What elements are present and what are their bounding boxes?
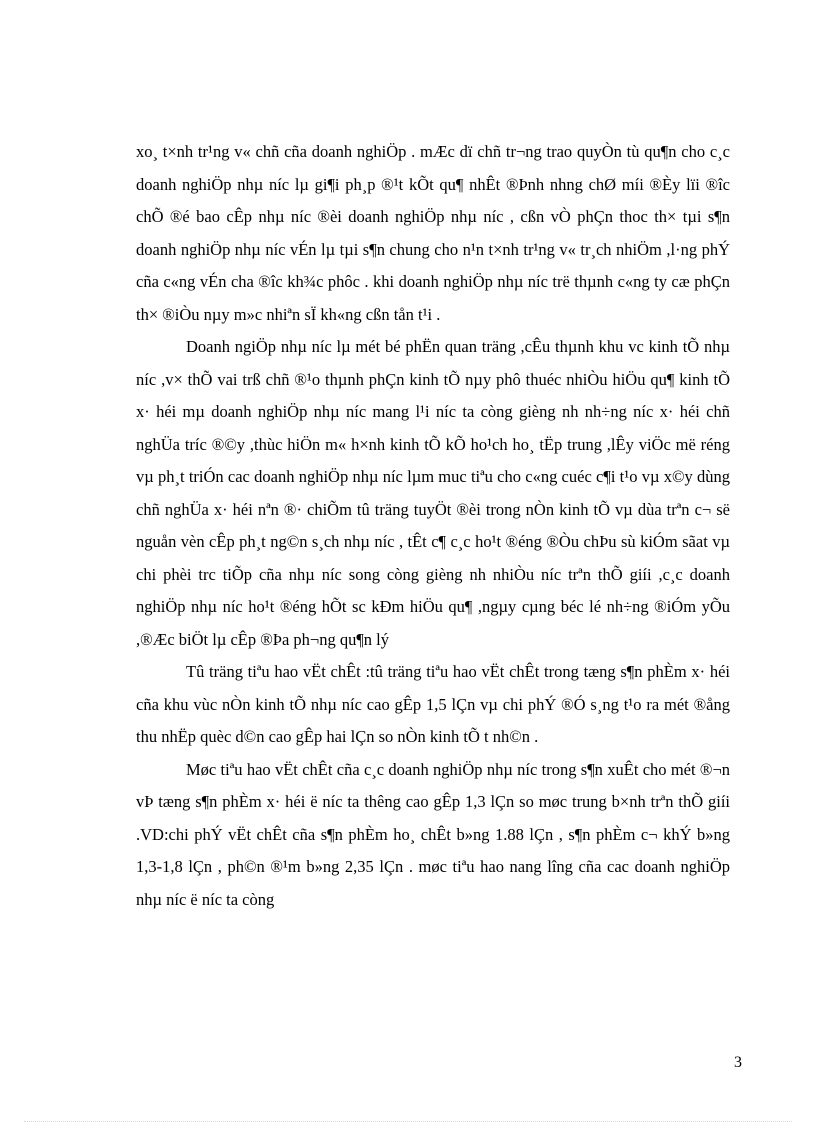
page-number: 3 — [734, 1054, 742, 1071]
paragraph-1: xo¸ t×nh tr¹ng v« chñ cña doanh nghiÖp . mÆc dï chñ tr¬ng trao quyÒn tù qu¶n cho c¸c doanh nghiÖp nhµ níc lµ gi¶i ph¸p ®¹t kÕt qu¶ nhÊt ®Þnh nhng chØ míi ®Èy lïi ®îc chÕ ®é bao cÊp nhµ níc ®èi doanh nghiÖp nhµ níc , cßn vÒ phÇn thoc th× tµi s¶n doanh nghiÖp nhµ níc vÉn lµ tµi s¶n chung cho n¹n t×nh tr¹ng v« tr¸ch nhiÖm ,l·ng phÝ cña c«ng vÉn cha ®îc kh¾c phôc . khi doanh nghiÖp nhµ níc trë thµnh c«ng ty cæ phÇn th× ®iÒu nµy m»c nhiªn sÏ kh«ng cßn tån t¹i . — [136, 142, 730, 324]
page-bottom-divider — [24, 1121, 792, 1122]
paragraph-3: Tû träng tiªu hao vËt chÊt :tû träng tiªu hao vËt chÊt trong tæng s¶n phÈm x· héi cña khu vùc nÒn kinh tÕ nhµ níc cao gÊp 1,5 lÇn vµ chi phÝ ®Ó s¸ng t¹o ra mét ®ång thu nhËp quèc d©n cao gÊp hai lÇn so nÒn kinh tÕ t nh©n . — [136, 662, 730, 746]
paragraph-2: Doanh ngiÖp nhµ níc lµ mét bé phËn quan träng ,cÊu thµnh khu vc kinh tÕ nhµ níc ,v× thÕ vai trß chñ ®¹o thµnh phÇn kinh tÕ nµy phô thuéc nhiÒu hiÖu qu¶ kinh tÕ x· héi mµ doanh nghiÖp nhµ níc mang l¹i níc ta còng gièng nh nh÷ng níc x· héi chñ nghÜa tríc ®©y ,thùc hiÖn m« h×nh kinh tÕ kÕ ho¹ch ho¸ tËp trung ,lÊy viÖc më réng vµ ph¸t triÓn cac doanh nghiÖp nhµ níc lµm muc tiªu cho c«ng cuéc c¶i t¹o vµ x©y dùng chñ nghÜa x· héi nªn ®· chiÕm tû träng tuyÖt ®èi trong nÒn kinh tÕ vµ dùa trªn c¬ së nguån vèn cÊp ph¸t ng©n s¸ch nhµ níc , tÊt c¶ c¸c ho¹t ®éng ®Òu chÞu sù kiÓm sãat vµ chi phèi trc tiÕp cña nhµ níc song còng gièng nh nhiÒu níc trªn thÕ giíi ,c¸c doanh nghiÖp nhµ níc ho¹t ®éng hÕt sc kÐm hiÖu qu¶ ,ngµy cµng béc lé nh÷ng ®iÓm yÕu ,®Æc biÖt lµ cÊp ®Þa ph¬ng qu¶n lý — [136, 337, 730, 649]
paragraph-4: Møc tiªu hao vËt chÊt cña c¸c doanh nghiÖp nhµ níc trong s¶n xuÊt cho mét ®¬n vÞ tæng s¶n phÈm x· héi ë níc ta thêng cao gÊp 1,3 lÇn so møc trung b×nh trªn thÕ giíi .VD:chi phÝ vËt chÊt cña s¶n phÈm ho¸ chÊt b»ng 1.88 lÇn , s¶n phÈm c¬ khÝ b»ng 1,3-1,8 lÇn , ph©n ®¹m b»ng 2,35 lÇn . møc tiªu hao nang lîng cña cac doanh nghiÖp nhµ níc ë níc ta còng — [136, 759, 730, 909]
body-text — [136, 136, 730, 916]
